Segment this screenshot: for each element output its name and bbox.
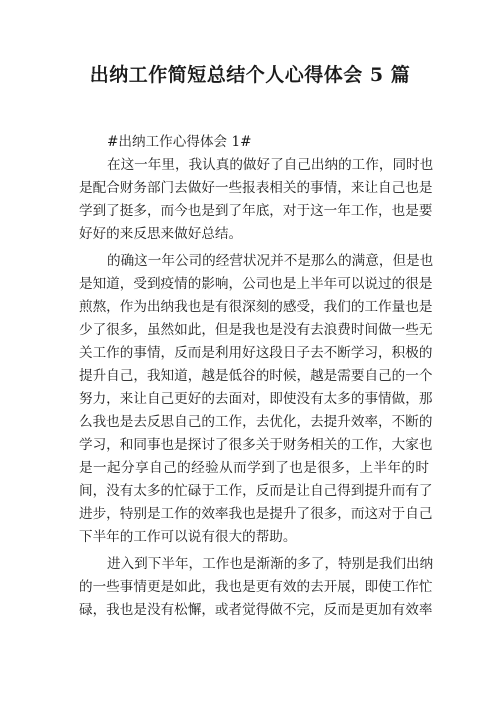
text-line: 在这一年里，我认真的做好了自己出纳的工作，同时也 xyxy=(107,157,434,173)
text-line: 关工作的事情，反而是利用好这段日子去不断学习，积极的 xyxy=(79,345,433,361)
text-line: 么我也是去反思自己的工作，去优化，去提升效率，不断的 xyxy=(79,414,433,430)
text-line: 的确这一年公司的经营状况并不是那么的满意，但是也 xyxy=(107,253,434,269)
text-line: 是知道，受到疫情的影响，公司也是上半年可以说过的很是 xyxy=(79,276,433,292)
text-line: 碌，我也是没有松懈，或者觉得做不完，反而是更加有效率 xyxy=(79,602,433,618)
document-title: 出纳工作简短总结个人心得体会 5 篇 xyxy=(89,64,411,86)
text-line: 学习，和同事也是探讨了很多关于财务相关的工作，大家也 xyxy=(79,437,433,453)
text-line: 是一起分享自己的经验从而学到了也是很多，上半年的时 xyxy=(79,460,429,476)
text-line: 的一些事情更是如此，我也是更有效的去开展，即使工作忙 xyxy=(79,579,433,595)
text-line: 间，没有太多的忙碌于工作，反而是让自己得到提升而有了 xyxy=(79,483,433,499)
paragraph-2 xyxy=(79,250,434,549)
text-line: 努力，来让自己更好的去面对，即使没有太多的事情做，那 xyxy=(79,391,433,407)
text-line: 提升自己，我知道，越是低谷的时候，越是需要自己的一个 xyxy=(79,368,433,384)
text-line: 下半年的工作可以说有很大的帮助。 xyxy=(79,529,297,545)
text-line: 好好的来反思来做好总结。 xyxy=(79,226,243,242)
section-heading: #出纳工作心得体会 1# xyxy=(107,134,252,150)
text-line: 学到了挺多，而今也是到了年底，对于这一年工作，也是要 xyxy=(79,203,433,219)
text-line: 少了很多，虽然如此，但是我也是没有去浪费时间做一些无 xyxy=(79,322,433,338)
document-body xyxy=(79,131,434,622)
paragraph-1 xyxy=(79,154,434,246)
text-line: 煎熬，作为出纳我也是有很深刻的感受，我们的工作量也是 xyxy=(79,299,433,315)
paragraph-3 xyxy=(79,553,434,622)
text-line: 进入到下半年，工作也是渐渐的多了，特别是我们出纳 xyxy=(107,556,434,572)
text-line: 是配合财务部门去做好一些报表相关的事情，来让自己也是 xyxy=(79,180,433,196)
text-line: 进步，特别是工作的效率我也是提升了很多，而这对于自己 xyxy=(79,506,433,522)
